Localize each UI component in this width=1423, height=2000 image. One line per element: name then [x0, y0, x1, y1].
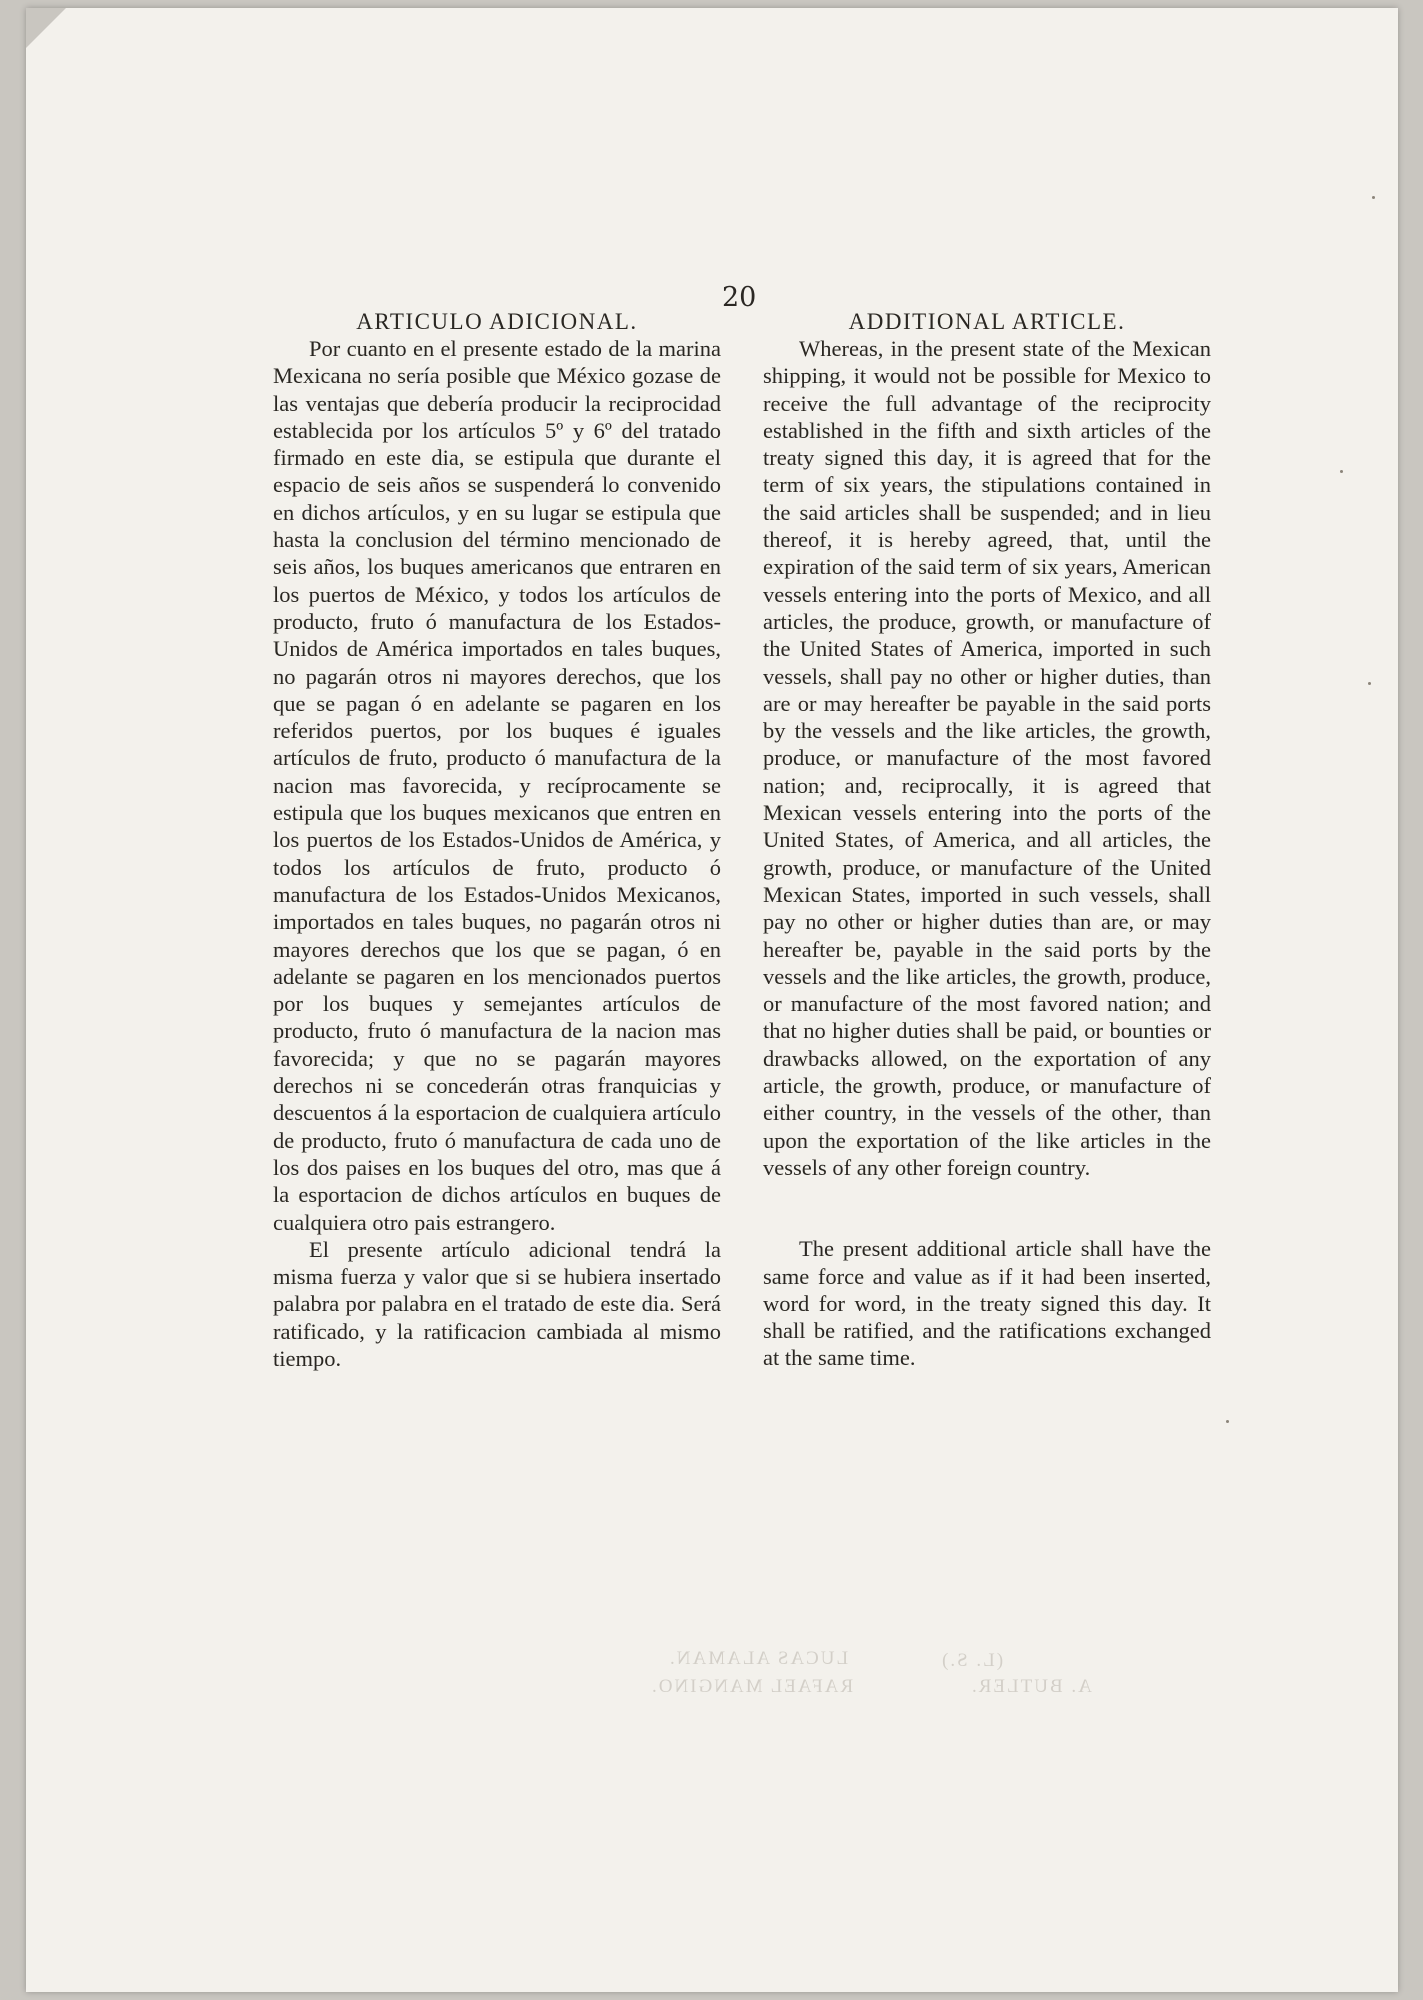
- show-through-line-2: RAFAEL MANGINO.: [650, 1676, 854, 1697]
- spanish-heading: ARTICULO ADICIONAL.: [356, 309, 638, 334]
- page-number: 20: [722, 282, 757, 313]
- paper-speck: [1368, 682, 1371, 685]
- english-paragraph-2: The present additional article shall have the same force and value as if it had been inserted, word for word, in the treaty signed this day. It shall be ratified, and the ratifications exchanged at the same time.: [763, 1236, 1211, 1371]
- paper-speck: [1340, 470, 1343, 473]
- spanish-paragraph-2: El presente artículo adicional tendrá la misma fuerza y valor que si se hubiera insertado palabra por palabra en el tratado de este dia. Será ratificado, y la ratificacion cambiada al mismo tiempo.: [273, 1236, 721, 1371]
- folded-corner: [26, 8, 66, 48]
- show-through-line-3: A. BUTLER.: [970, 1676, 1092, 1697]
- spanish-column: [273, 308, 721, 1372]
- show-through-seal: (L. S.): [940, 1650, 1004, 1671]
- english-column: [763, 308, 1211, 1372]
- spanish-paragraph-1: Por cuanto en el presente estado de la marina Mexicana no sería posible que México gozase de las ventajas que debería producir la reciprocidad establecida por los artículos 5º y 6º del tratado firmado en este dia, se estipula que durante el espacio de seis años se suspenderá lo convenido en dichos artículos, y en su lugar se estipula que hasta la conclusion del término mencionado de seis años, los buques americanos que entraren en los puertos de México, y todos los artículos de producto, fruto ó manufactura de los Estados-Unidos de América importados en tales buques, no pagarán otros ni mayores derechos, que los que se pagan ó en adelante se pagaren en los referidos puertos, por los buques é iguales artículos de fruto, producto ó manufactura de la nacion mas favorecida, y recíprocamente se estipula que los buques mexicanos que entren en los puertos de los Estados-Unidos de América, y todos los artículos de fruto, producto ó manufactura de los Estados-Unidos Mexicanos, importados en tales buques, no pagarán otros ni mayores derechos que los que se pagan, ó en adelante se pagaren en los mencionados puertos por los buques y semejantes artículos de producto, fruto ó manufactura de la nacion mas favorecida; y que no se pagarán mayores derechos ni se concederán otras franquicias y descuentos á la esportacion de cualquiera artículo de producto, fruto ó manufactura de cada uno de los dos paises en los buques del otro, mas que á la esportacion de dichos artículos en buques de cualquiera otro pais estrangero.: [273, 336, 721, 1235]
- paper-speck: [1226, 1420, 1229, 1423]
- english-paragraph-1: Whereas, in the present state of the Mexican shipping, it would not be possible for Mexico to receive the full advantage of the reciprocity established in the fifth and sixth articles of the treaty signed this day, it is agreed that for the term of six years, the stipulations contained in the said articles shall be suspended; and in lieu thereof, it is hereby agreed, that, until the expiration of the said term of six years, American vessels entering into the ports of Mexico, and all articles, the produce, growth, or manufacture of the United States of America, imported in such vessels, shall pay no other or higher duties, than are or may hereafter be payable in the said ports by the vessels and the like articles, the growth, produce, or manufacture of the most favored nation; and, reciprocally, it is agreed that Mexican vessels entering into the ports of the United States, of America, and all articles, the growth, produce, or manufacture of the United Mexican States, imported in such vessels, shall pay no other or higher duties than are, or may hereafter be, payable in the said ports by the vessels and the like articles, the growth, produce, or manufacture of the most favored nation; and that no higher duties shall be paid, or bounties or drawbacks allowed, on the exportation of any article, the growth, produce, or manufacture of either country, in the vessels of the other, than upon the exportation of the like articles in the vessels of any other foreign country.: [763, 336, 1211, 1180]
- paragraph-spacer: [763, 1181, 1211, 1235]
- paper-speck: [1372, 196, 1375, 199]
- show-through-line-1: LUCAS ALAMAN.: [668, 1648, 849, 1669]
- english-heading: ADDITIONAL ARTICLE.: [848, 309, 1126, 334]
